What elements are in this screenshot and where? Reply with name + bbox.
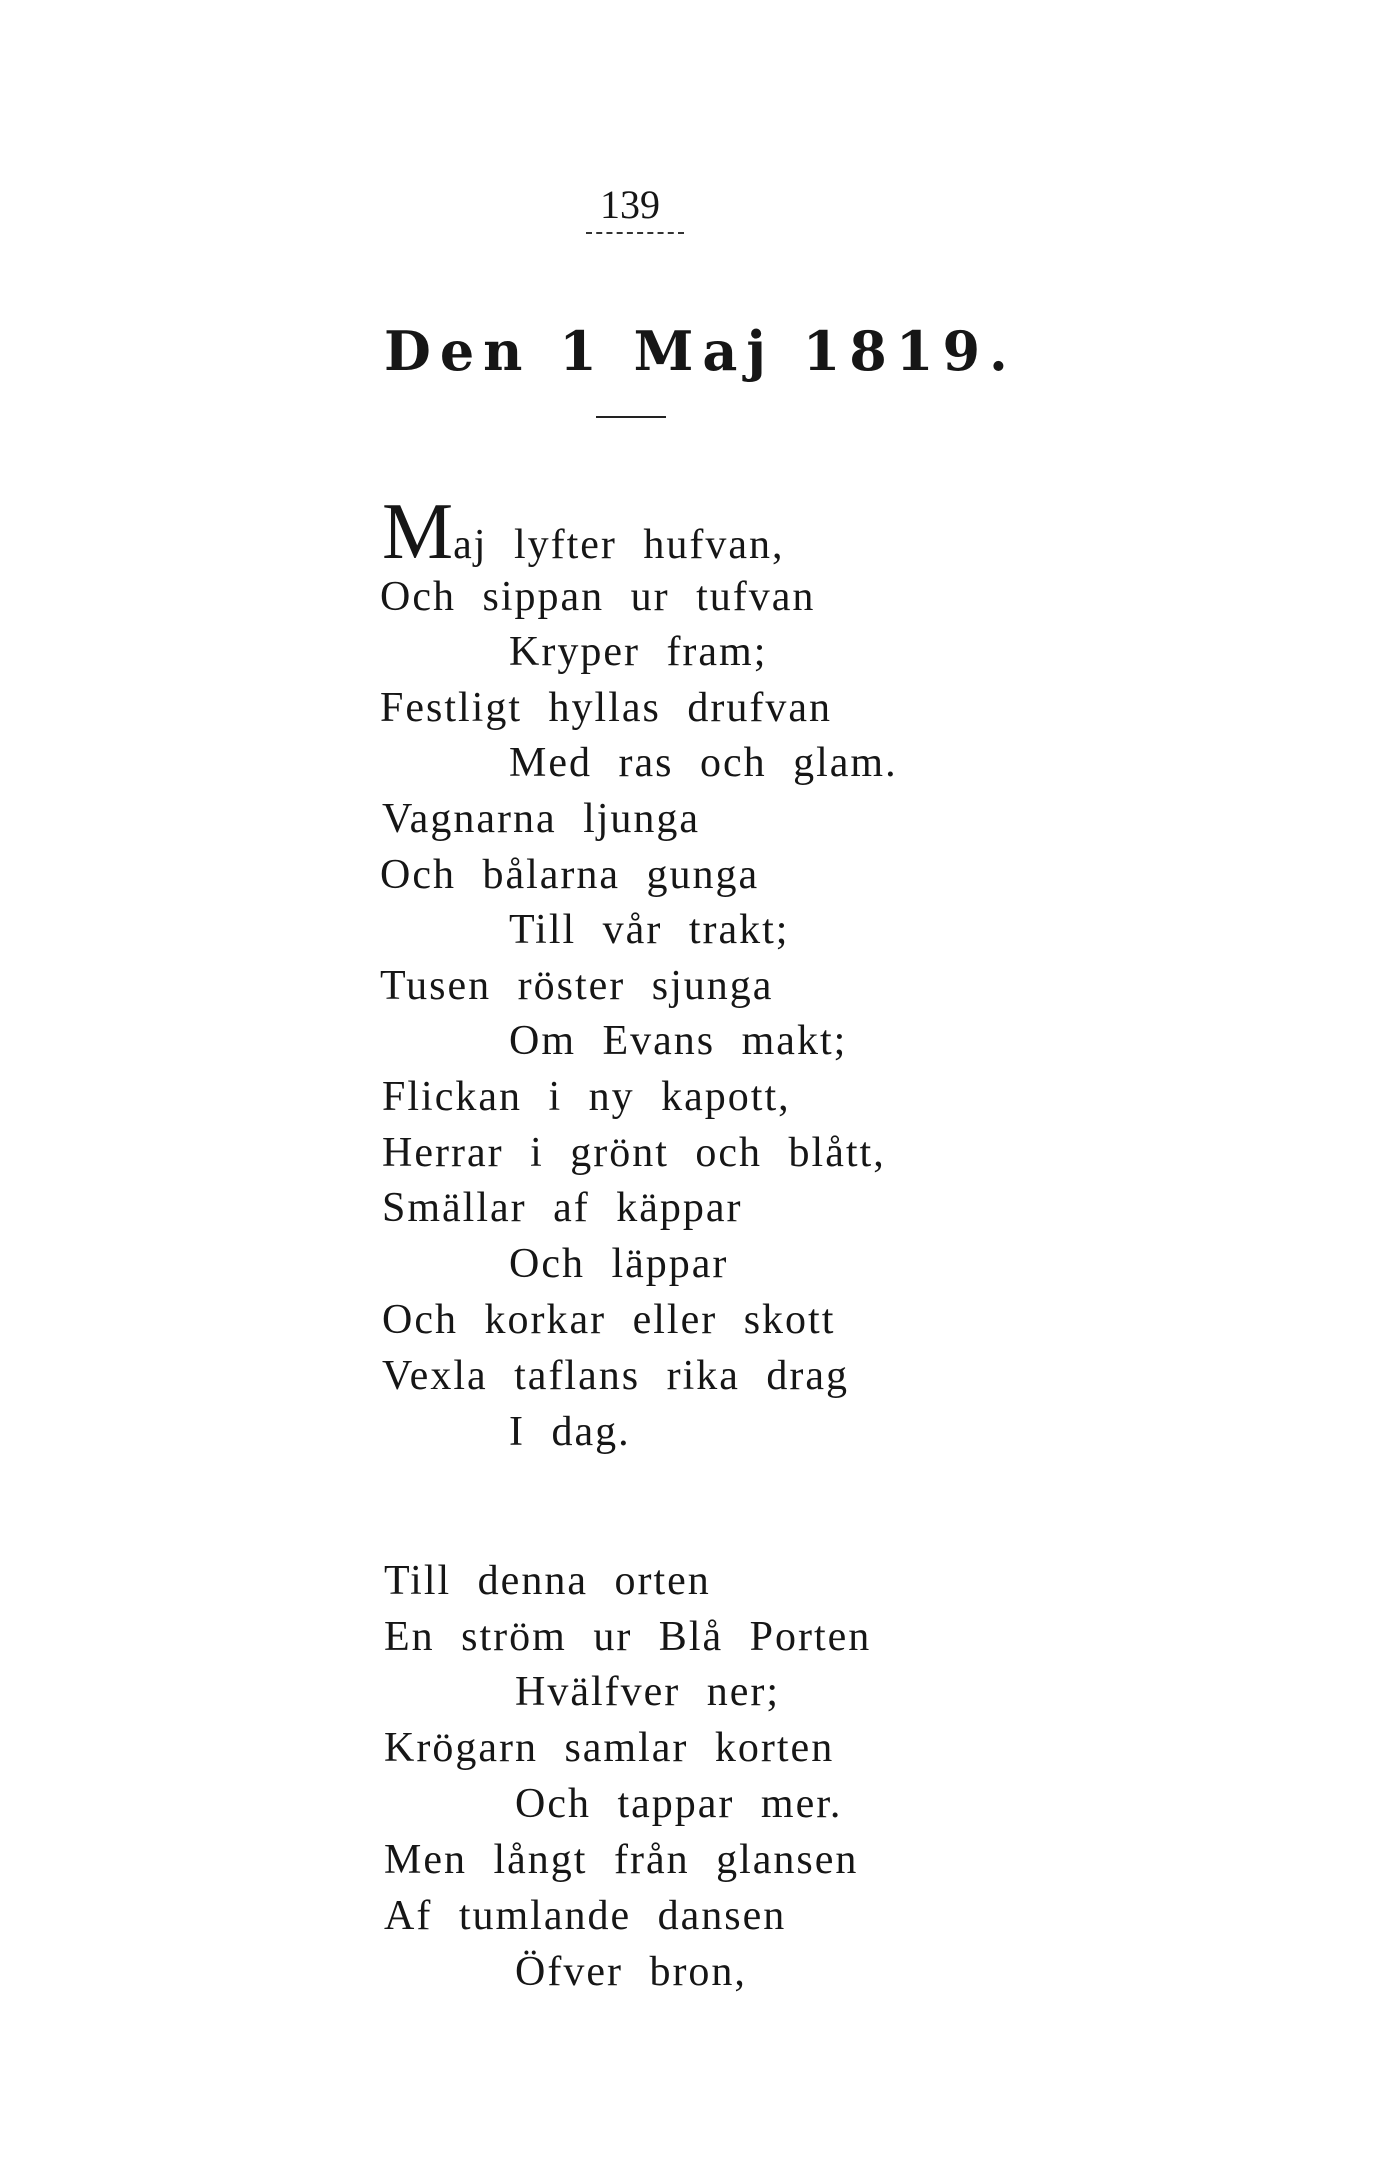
- poem-line: I dag.: [509, 1409, 631, 1455]
- title-rule: [596, 416, 666, 418]
- poem-title: Den 1 Maj 1819.: [384, 319, 1017, 383]
- poem-line: Med ras och glam.: [509, 740, 898, 786]
- page-number: 139: [600, 182, 660, 227]
- poem-line: Till denna orten: [384, 1558, 711, 1604]
- poem-line: [382, 488, 785, 576]
- poem-line: Vexla taflans rika drag: [382, 1353, 850, 1399]
- poem-line: Vagnarna ljunga: [382, 796, 701, 842]
- poem-line: Krögarn samlar korten: [384, 1725, 835, 1771]
- poem-line: Och tappar mer.: [515, 1781, 843, 1827]
- poem-line: Öfver bron,: [515, 1949, 747, 1995]
- poem-line: Och bålarna gunga: [380, 852, 760, 898]
- poem-line: Herrar i grönt och blått,: [382, 1130, 886, 1176]
- poem-line: Smällar af käppar: [382, 1185, 743, 1231]
- poem-line: Till vår trakt;: [509, 907, 790, 953]
- drop-cap: M: [382, 488, 454, 576]
- poem-line: Kryper fram;: [509, 629, 768, 675]
- poem-line: Och läppar: [509, 1241, 729, 1287]
- first-line-rest: aj lyfter hufvan,: [453, 522, 785, 568]
- poem-line: Men långt från glansen: [384, 1837, 859, 1883]
- poem-line: En ström ur Blå Porten: [384, 1614, 872, 1660]
- poem-line: Hvälfver ner;: [515, 1669, 781, 1715]
- page-number-rule: [586, 232, 684, 234]
- poem-line: Festligt hyllas drufvan: [380, 685, 832, 731]
- poem-line: Om Evans makt;: [509, 1018, 848, 1064]
- poem-line: Af tumlande dansen: [384, 1893, 787, 1939]
- poem-line: Och sippan ur tufvan: [380, 574, 816, 620]
- poem-line: Flickan i ny kapott,: [382, 1074, 791, 1120]
- poem-line: Tusen röster sjunga: [380, 963, 774, 1009]
- poem-line: Och korkar eller skott: [382, 1297, 836, 1343]
